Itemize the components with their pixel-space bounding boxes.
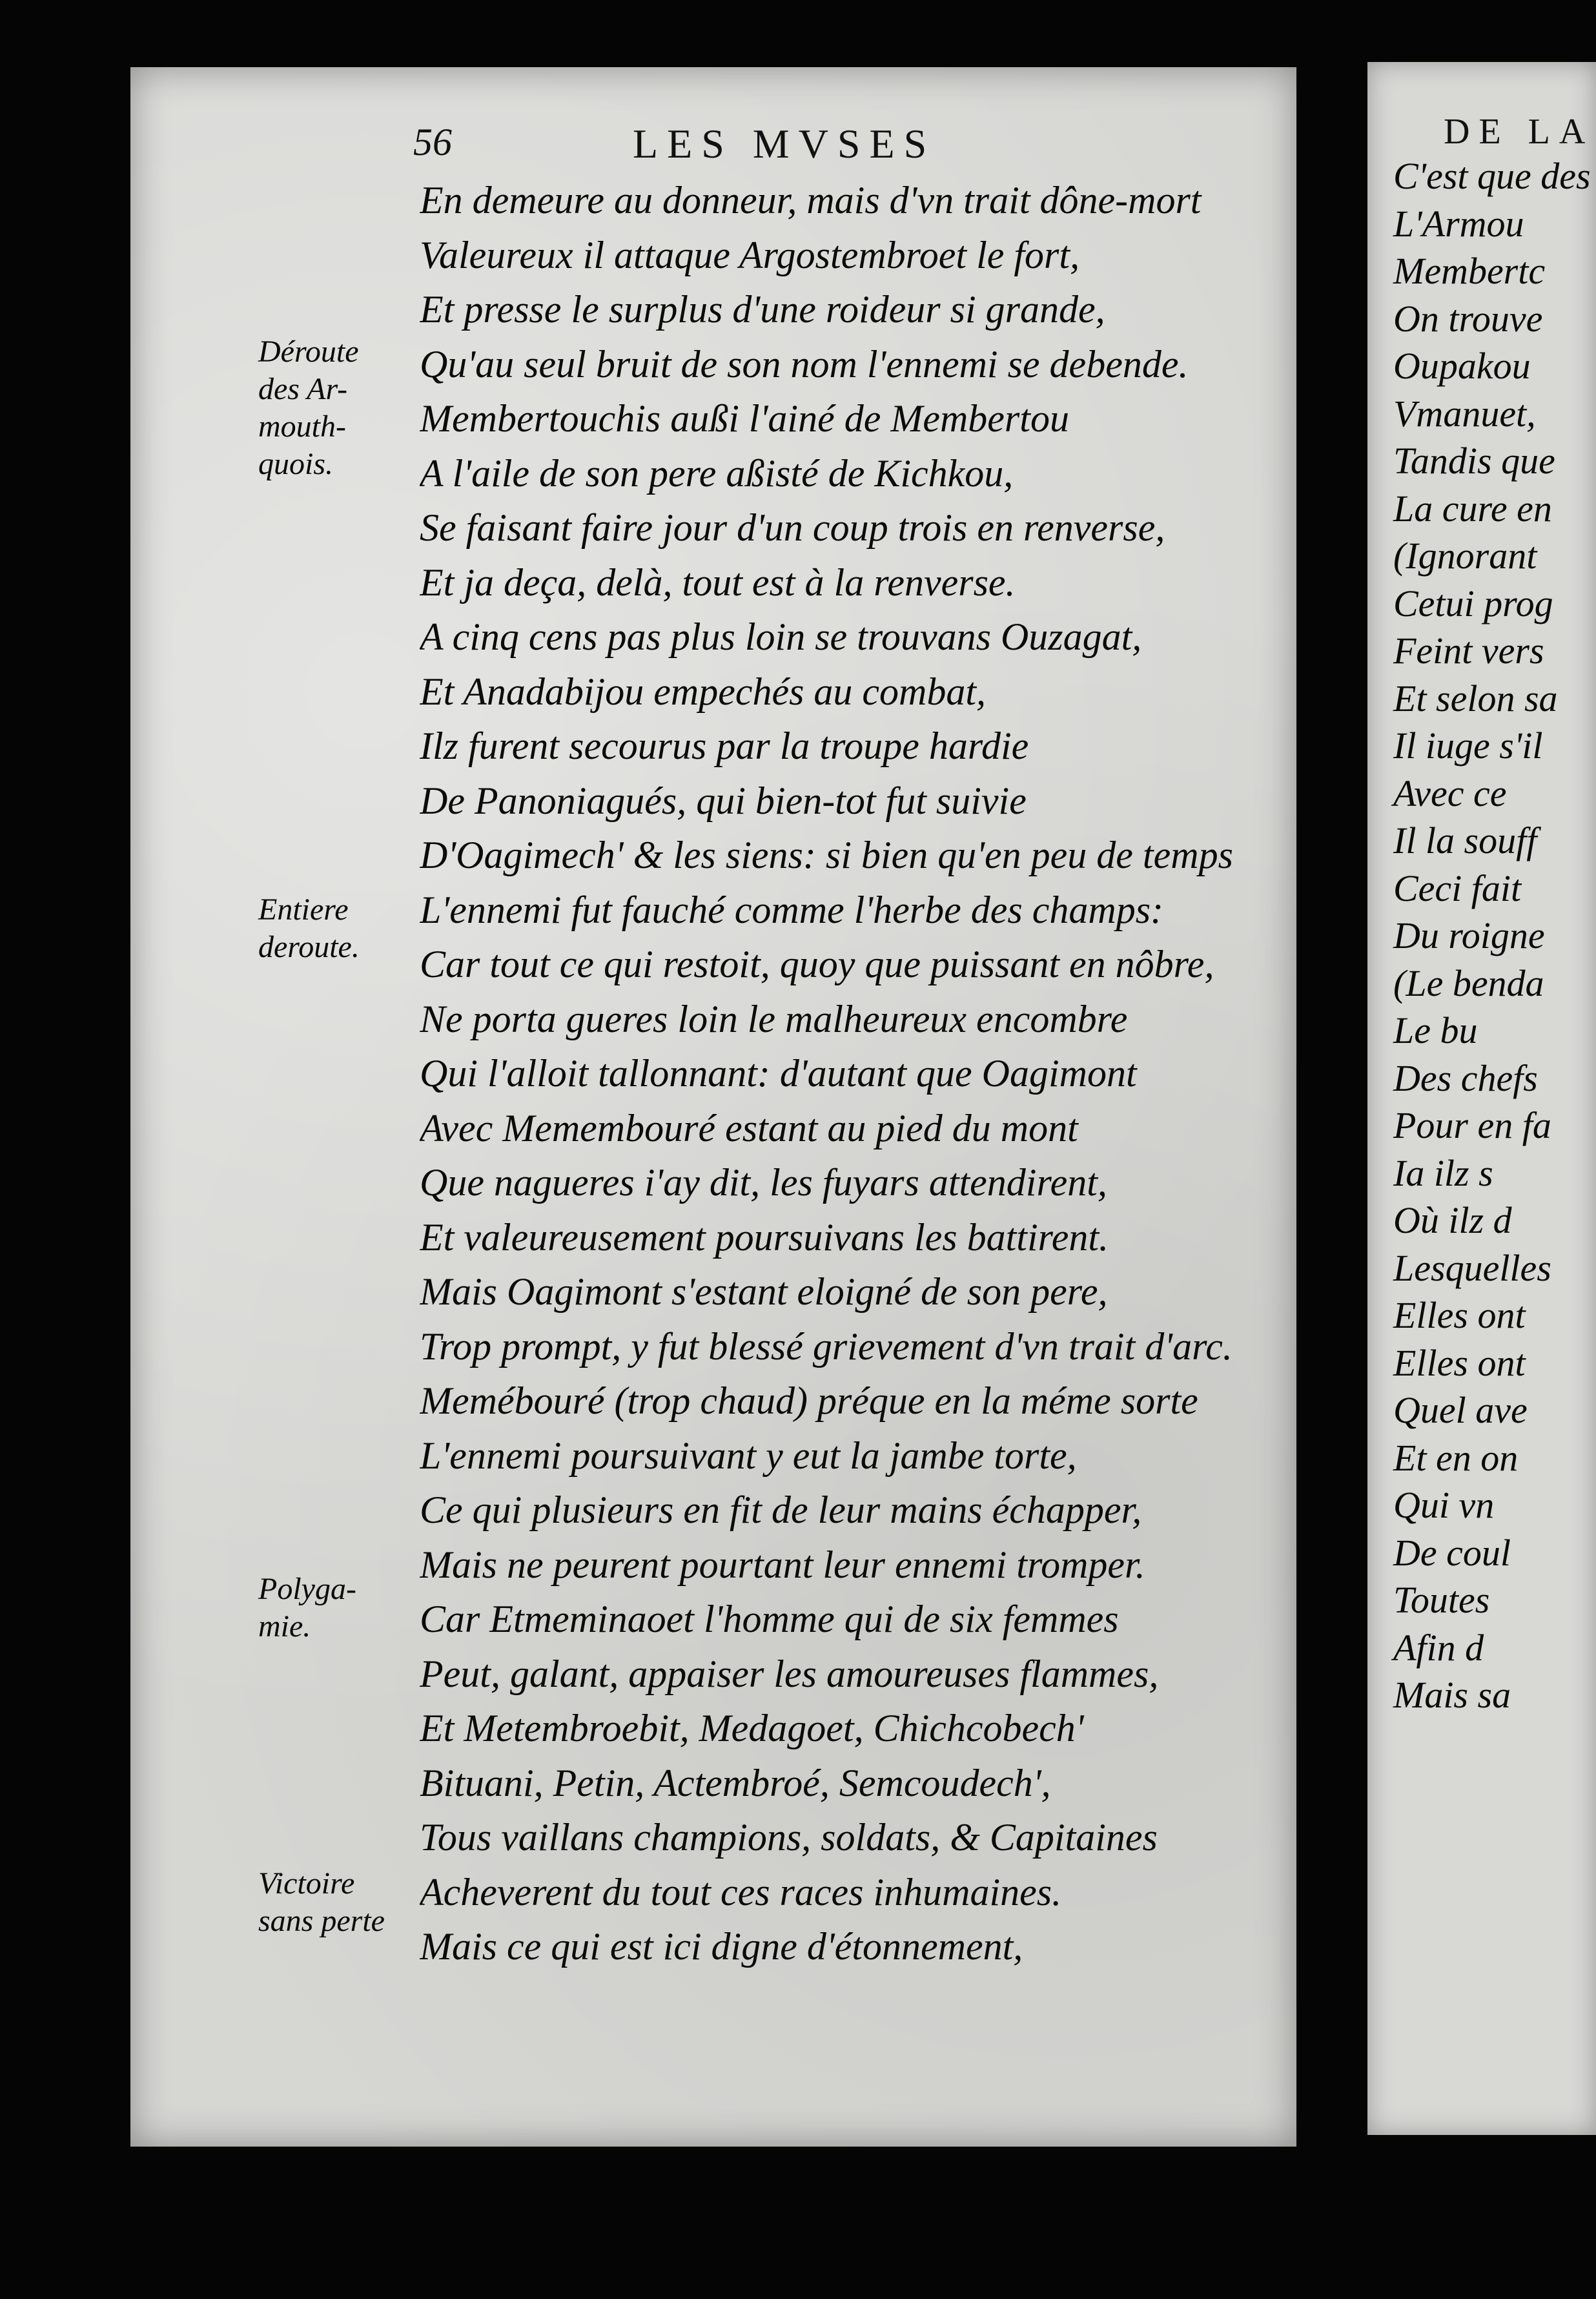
right-verse-line: Oupakou — [1393, 345, 1531, 387]
verse-line: Que nagueres i'ay dit, les fuyars attendirent, — [420, 1161, 1107, 1204]
right-verse-line: (Ignorant — [1393, 535, 1537, 577]
margin-note-polygamie: Polyga- mie. — [258, 1572, 356, 1644]
right-verse-line: Elles ont — [1393, 1294, 1526, 1336]
verse-line: Et presse le surplus d'une roideur si grande, — [420, 288, 1105, 331]
verse-line: Acheverent du tout ces races inhumaines. — [420, 1870, 1062, 1913]
right-verse-line: (Le benda — [1393, 962, 1544, 1004]
verse-line: Tous vaillans champions, soldats, & Capitaines — [420, 1816, 1158, 1859]
verse-line: A cinq cens pas plus loin se trouvans Ouzagat, — [420, 615, 1142, 658]
verse-line: Et valeureusement poursuivans les battirent. — [420, 1215, 1109, 1259]
verse-line: D'Oagimech' & les siens: si bien qu'en peu de temps — [420, 834, 1233, 876]
right-verse-line: Elles ont — [1393, 1341, 1526, 1384]
verse-line: Qui l'alloit tallonnant: d'autant que Oagimont — [420, 1052, 1137, 1095]
right-running-title: DE LA — [1444, 112, 1595, 152]
verse-line: Bituani, Petin, Actembroé, Semcoudech', — [420, 1761, 1051, 1804]
verse-line: L'ennemi fut fauché comme l'herbe des champs: — [420, 888, 1164, 931]
verse-line: Ne porta gueres loin le malheureux encombre — [420, 997, 1128, 1040]
right-verse-line: On trouve — [1393, 297, 1543, 340]
verse-line: Ce qui plusieurs en fit de leur mains échapper, — [420, 1489, 1142, 1531]
verse-line: A l'aile de son pere aßisté de Kichkou, — [420, 451, 1014, 495]
left-page-header — [413, 120, 1188, 172]
verse-line: Trop prompt, y fut blessé grievement d'vn trait d'arc. — [420, 1325, 1233, 1368]
verse-line: Qu'au seul bruit de son nom l'ennemi se debende. — [420, 342, 1189, 386]
verse-line: Ilz furent secourus par la troupe hardie — [420, 725, 1029, 767]
verse-line: Membertouchis außi l'ainé de Membertou — [420, 397, 1069, 440]
verse-line: Mais ce qui est ici digne d'étonnement, — [420, 1925, 1023, 1968]
right-verse-line: Toutes — [1393, 1579, 1490, 1621]
right-verse-line: Et selon sa — [1393, 677, 1558, 719]
right-verse-line: Feint vers — [1393, 630, 1544, 672]
right-verse-line: Lesquelles — [1393, 1246, 1551, 1289]
right-verse-line: De coul — [1393, 1531, 1511, 1574]
right-verse-line: Et en on — [1393, 1436, 1519, 1479]
right-verse-line: Du roigne — [1393, 914, 1545, 956]
margin-note-entiere-deroute: Entiere deroute. — [258, 892, 360, 964]
running-title: LES MVSES — [633, 121, 936, 167]
verse-line: Car tout ce qui restoit, quoy que puissant en nôbre, — [420, 943, 1214, 985]
right-verse-line: Ceci fait — [1393, 867, 1522, 909]
right-verse-line: Il iuge s'il — [1393, 725, 1543, 767]
right-verse-line: C'est que des — [1393, 155, 1591, 197]
verse-line: Et Anadabijou empechés au combat, — [420, 670, 987, 713]
verse-line: Memébouré (trop chaud) préque en la méme sorte — [420, 1379, 1198, 1422]
right-verse-line: Quel ave — [1393, 1389, 1528, 1431]
right-verse-line: Vmanuet, — [1393, 392, 1536, 435]
right-verse-line: Il la souff — [1393, 820, 1537, 861]
verse-line: Se faisant faire jour d'un coup trois en renverse, — [420, 506, 1165, 549]
verse-line: De Panoniagués, qui bien-tot fut suivie — [420, 779, 1027, 822]
right-verse-line: Mais sa — [1393, 1674, 1511, 1716]
page-number: 56 — [413, 121, 452, 163]
right-verse-line: Cetui prog — [1393, 582, 1553, 624]
right-verse-line: La cure en — [1393, 487, 1552, 530]
verse-line: Car Etmeminaoet l'homme qui de six femmes — [420, 1598, 1119, 1640]
margin-note-victoire: Victoire sans perte — [258, 1866, 385, 1938]
verse-line: Valeureux il attaque Argostembroet le fort, — [420, 233, 1080, 276]
right-verse-line: Où ilz d — [1393, 1199, 1512, 1241]
right-verse-line: Membertc — [1393, 250, 1546, 292]
right-verse-line: Avec ce — [1393, 772, 1507, 814]
verse-line: Mais ne peurent pourtant leur ennemi tromper. — [420, 1543, 1145, 1586]
right-verse-block — [1393, 152, 1596, 1719]
verse-line: En demeure au donneur, mais d'vn trait dône-mort — [420, 179, 1202, 222]
right-verse-line: Tandis que — [1393, 440, 1555, 482]
verse-line: Peut, galant, appaiser les amoureuses flammes, — [420, 1652, 1159, 1695]
right-verse-line: Afin d — [1393, 1626, 1484, 1669]
right-verse-line: Ia ilz s — [1393, 1151, 1493, 1194]
verse-line: L'ennemi poursuivant y eut la jambe torte, — [420, 1434, 1077, 1477]
margin-note-deroute: Déroute des Ar- mouth- quois. — [258, 335, 359, 481]
verse-line: Avec Memembouré estant au pied du mont — [420, 1106, 1078, 1150]
verse-line: Et Metembroebit, Medagoet, Chichcobech' — [420, 1707, 1084, 1749]
right-verse-line: Qui vn — [1393, 1484, 1495, 1526]
right-verse-line: Pour en fa — [1393, 1104, 1551, 1146]
right-page — [1367, 62, 1596, 2135]
verse-line: Et ja deça, delà, tout est à la renverse. — [420, 561, 1016, 604]
right-verse-line: Des chefs — [1393, 1057, 1538, 1099]
right-verse-line: L'Armou — [1393, 202, 1524, 245]
right-verse-line: Le bu — [1393, 1009, 1478, 1051]
verse-line: Mais Oagimont s'estant eloigné de son pere, — [420, 1270, 1108, 1313]
verse-block — [420, 173, 1298, 1974]
